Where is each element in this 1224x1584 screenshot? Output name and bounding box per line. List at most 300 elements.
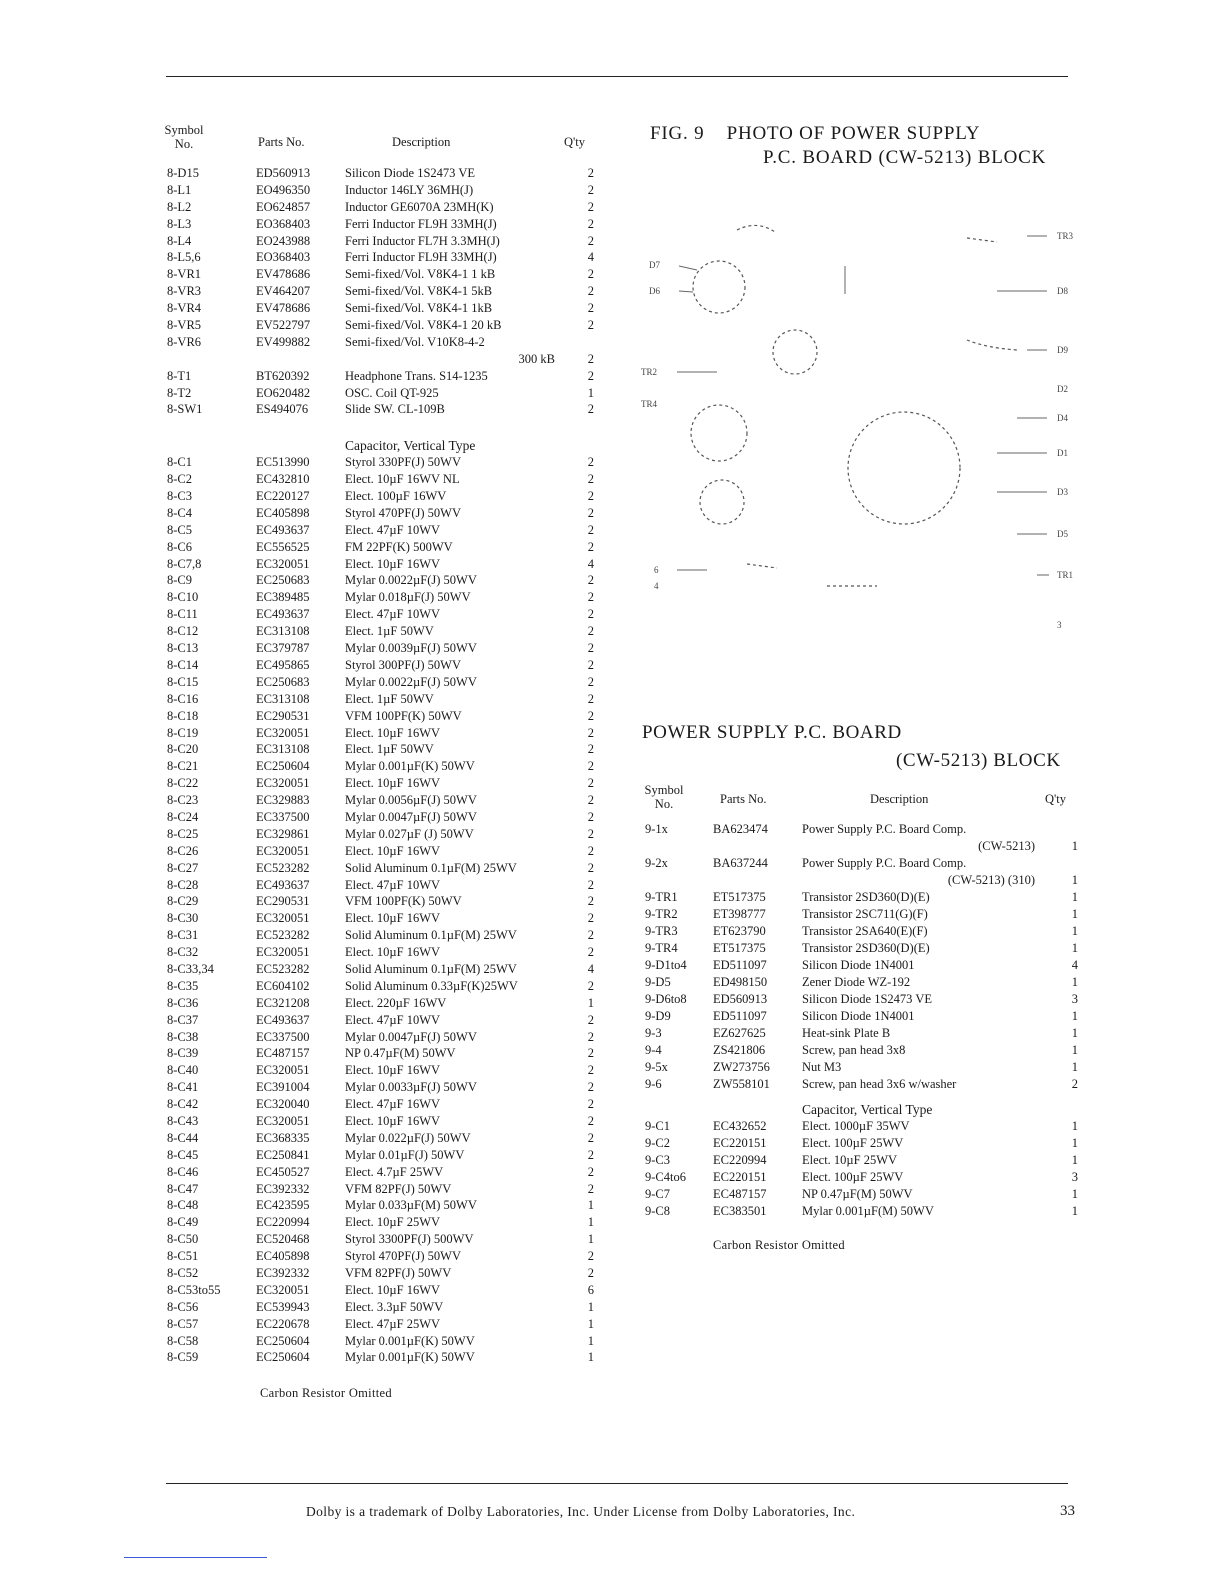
cell-symbol: 8-C19	[167, 725, 199, 740]
cell-description: Elect. 10µF 16WV	[345, 843, 441, 858]
cell-qty: 2	[587, 860, 594, 875]
cell-description: Elect. 10µF 16WV	[345, 1113, 441, 1128]
cell-parts-no: EO243988	[256, 233, 311, 248]
cell-parts-no: EC523282	[256, 928, 310, 943]
cell-qty: 2	[587, 1113, 594, 1128]
cell-qty: 1	[1071, 1204, 1078, 1218]
table-header	[640, 783, 1080, 821]
cell-qty: 2	[587, 166, 594, 180]
cell-description: Silicon Diode 1S2473 VE	[802, 992, 932, 1006]
cell-symbol: 9-TR1	[645, 890, 678, 904]
cell-symbol: 8-C30	[167, 911, 199, 926]
cell-parts-no: EC290531	[256, 894, 310, 909]
cell-qty: 1	[1071, 924, 1078, 938]
cell-description: Silicon Diode 1N4001	[802, 958, 915, 972]
cell-symbol: 8-C47	[167, 1181, 199, 1196]
cell-qty: 2	[587, 725, 594, 740]
table-row	[160, 1029, 605, 1046]
figure-title	[650, 122, 1046, 170]
label-tr2: TR2	[641, 367, 658, 377]
cell-symbol: 9-C4to6	[645, 1170, 686, 1184]
cell-description: Nut M3	[802, 1060, 842, 1074]
power-supply-title: POWER SUPPLY P.C. BOARD	[642, 722, 902, 743]
cell-description: Transistor 2SD360(D)(E)	[802, 941, 930, 955]
cell-description: Ferri Inductor FL9H 33MH(J)	[345, 216, 497, 231]
cell-qty: 2	[587, 674, 594, 689]
cell-qty: 2	[587, 301, 594, 316]
cell-symbol: 8-C43	[167, 1113, 199, 1128]
cell-symbol: 8-C53to55	[167, 1282, 221, 1297]
cell-qty: 2	[587, 1181, 594, 1196]
cell-parts-no: EC523282	[256, 860, 310, 875]
cell-description: VFM 100PF(K) 50WV	[345, 708, 462, 723]
cell-parts-no: EV522797	[256, 318, 311, 333]
cell-description: Styrol 3300PF(J) 500WV	[345, 1232, 474, 1247]
table-row	[160, 1299, 605, 1316]
cell-symbol: 8-C12	[167, 624, 199, 639]
cell-description: Mylar 0.0039µF(J) 50WV	[345, 641, 477, 656]
table-row	[160, 1096, 605, 1113]
cell-parts-no: EC313108	[256, 742, 310, 757]
table-row	[160, 165, 605, 182]
table-row	[640, 957, 1080, 974]
cell-parts-no: EC379787	[256, 641, 310, 656]
cell-symbol: 8-C26	[167, 843, 199, 858]
table-row	[640, 1118, 1080, 1135]
cell-description: Silicon Diode 1S2473 VE	[345, 166, 475, 180]
cell-symbol: 9-C8	[645, 1204, 670, 1218]
cell-symbol: 8-C27	[167, 860, 199, 875]
cell-parts-no: EC423595	[256, 1198, 310, 1213]
cell-description: Elect. 10µF 25WV	[345, 1215, 441, 1230]
cell-parts-no: EC493637	[256, 522, 310, 537]
cell-parts-no: EO496350	[256, 182, 311, 197]
cell-parts-no: EC320051	[256, 556, 310, 571]
cell-description: Heat-sink Plate B	[802, 1026, 891, 1040]
cell-symbol: 9-2x	[645, 856, 668, 870]
cell-symbol: 8-C35	[167, 978, 199, 993]
cell-symbol: 8-VR3	[167, 284, 202, 299]
cell-parts-no: EC487157	[256, 1046, 310, 1061]
cell-qty: 2	[587, 233, 594, 248]
capacitor-circle-small	[700, 480, 744, 524]
cell-qty: 2	[587, 505, 594, 520]
cell-qty: 2	[587, 911, 594, 926]
table-row	[640, 1042, 1080, 1059]
section-title: Capacitor, Vertical Type	[345, 438, 476, 454]
cell-description: Transistor 2SD360(D)(E)	[802, 890, 930, 904]
cell-qty: 2	[587, 199, 594, 214]
cell-parts-no: EC250604	[256, 1333, 310, 1348]
cell-symbol: 9-1x	[645, 822, 668, 836]
cell-parts-no: EC250683	[256, 573, 310, 588]
label-tr4: TR4	[641, 399, 658, 409]
label-d3: D3	[1057, 487, 1068, 497]
cell-symbol: 8-C38	[167, 1029, 199, 1044]
header-symbol: Symbol No.	[644, 783, 684, 811]
cell-symbol: 8-C22	[167, 776, 199, 791]
cell-description: Transistor 2SA640(E)(F)	[802, 924, 928, 938]
cell-symbol: 8-C28	[167, 877, 199, 892]
cell-qty: 2	[587, 928, 594, 943]
cell-parts-no: EC487157	[713, 1187, 767, 1201]
cell-qty: 2	[587, 1046, 594, 1061]
cell-description: Semi-fixed/Vol. V8K4-1 20 kB	[345, 318, 502, 333]
cell-description: Mylar 0.0022µF(J) 50WV	[345, 674, 477, 689]
cell-symbol: 8-C50	[167, 1232, 199, 1247]
cell-description: Elect. 4.7µF 25WV	[345, 1164, 444, 1179]
cell-qty: 1	[1071, 873, 1078, 887]
table-row	[640, 974, 1080, 991]
cell-qty: 1	[1071, 1026, 1078, 1040]
cell-symbol: 9-C1	[645, 1119, 670, 1133]
cell-symbol: 9-4	[645, 1043, 662, 1057]
cell-symbol: 8-L3	[167, 216, 192, 231]
table-row	[160, 300, 605, 317]
table-row	[160, 606, 605, 623]
cell-qty: 2	[587, 1097, 594, 1112]
table-row	[160, 317, 605, 334]
label-tr1: TR1	[1057, 570, 1074, 580]
cell-description: Power Supply P.C. Board Comp.	[802, 822, 967, 836]
cell-description: Elect. 10µF 16WV	[345, 911, 441, 926]
cell-parts-no: ED498150	[713, 975, 768, 989]
cell-parts-no: EC493637	[256, 1012, 310, 1027]
cell-symbol: 8-C3	[167, 489, 192, 504]
cell-symbol: 9-5x	[645, 1060, 668, 1074]
cell-symbol: 8-C7,8	[167, 556, 202, 571]
cell-parts-no: ED560913	[713, 992, 768, 1006]
table-row	[160, 1282, 605, 1299]
cell-qty: 2	[587, 1147, 594, 1162]
table-row	[160, 283, 605, 300]
cell-symbol: 9-C7	[645, 1187, 670, 1201]
table-row	[160, 249, 605, 266]
table-row	[160, 1231, 605, 1248]
cell-description: Styrol 300PF(J) 50WV	[345, 657, 461, 672]
cell-symbol: 8-D15	[167, 166, 199, 180]
cell-symbol: 9-TR2	[645, 907, 678, 921]
cell-description: Elect. 10µF 25WV	[802, 1153, 898, 1167]
cell-symbol: 8-C48	[167, 1198, 199, 1213]
cell-qty: 1	[1071, 839, 1078, 853]
cell-parts-no: EO368403	[256, 216, 311, 231]
table-row	[160, 1265, 605, 1282]
cell-symbol: 8-C36	[167, 995, 199, 1010]
label-d5: D5	[1057, 529, 1068, 539]
cell-description: Elect. 10µF 16WV	[345, 1282, 441, 1297]
cell-symbol: 8-C32	[167, 945, 199, 960]
cell-description: Elect. 100µF 16WV	[345, 489, 447, 504]
cell-parts-no: EV478686	[256, 301, 311, 316]
table-row	[160, 1248, 605, 1265]
table-row	[160, 691, 605, 708]
cell-qty: 2	[587, 1029, 594, 1044]
table-row	[640, 1076, 1080, 1093]
table-row	[160, 385, 605, 402]
header-parts-no: Parts No.	[720, 792, 767, 806]
cell-description: Screw, pan head 3x6 w/washer	[802, 1077, 957, 1091]
board-photo	[637, 190, 1087, 640]
cell-symbol: 8-L2	[167, 199, 192, 214]
cell-symbol: 9-TR3	[645, 924, 678, 938]
cell-parts-no: EC320051	[256, 911, 310, 926]
bottom-link-underline	[124, 1557, 267, 1558]
cell-qty: 4	[587, 250, 594, 265]
cell-symbol: 8-T2	[167, 385, 192, 400]
cell-parts-no: EC432652	[713, 1119, 767, 1133]
cell-qty: 2	[587, 402, 594, 417]
footnote: Carbon Resistor Omitted	[260, 1386, 392, 1401]
cell-parts-no: ZS421806	[713, 1043, 766, 1057]
cell-qty: 2	[587, 809, 594, 824]
cell-symbol: 8-C15	[167, 674, 199, 689]
table-row	[160, 589, 605, 606]
table-row	[160, 961, 605, 978]
cell-qty: 2	[587, 1012, 594, 1027]
cell-qty: 2	[587, 216, 594, 231]
cell-description: Mylar 0.001µF(K) 50WV	[345, 1350, 475, 1365]
cell-qty: 1	[587, 1333, 594, 1348]
cell-symbol: 8-VR6	[167, 334, 202, 349]
cell-symbol: 9-D5	[645, 975, 671, 989]
cell-parts-no: EC495865	[256, 657, 310, 672]
table-row	[640, 1186, 1080, 1203]
cell-parts-no: EC392332	[256, 1266, 310, 1280]
cell-description: Elect. 10µF 16WV	[345, 945, 441, 960]
cell-symbol: 8-C20	[167, 742, 199, 757]
cell-parts-no: EC392332	[256, 1181, 310, 1196]
cell-parts-no: EC220678	[256, 1316, 310, 1331]
cell-description: Elect. 3.3µF 50WV	[345, 1299, 444, 1314]
cell-parts-no: EC405898	[256, 1249, 310, 1264]
cell-symbol: 8-C18	[167, 708, 199, 723]
table-row	[640, 1152, 1080, 1169]
cell-description: Solid Aluminum 0.1µF(M) 25WV	[345, 928, 517, 943]
cell-parts-no: EC432810	[256, 472, 310, 487]
cell-parts-no: ET398777	[713, 907, 766, 921]
cell-parts-no: EC313108	[256, 691, 310, 706]
cell-qty: 2	[587, 945, 594, 960]
cell-parts-no: EC320051	[256, 1063, 310, 1078]
trace-a	[737, 225, 775, 232]
cell-symbol: 8-C21	[167, 759, 199, 774]
cell-symbol: 8-C14	[167, 657, 199, 672]
cell-description: (CW-5213) (310)	[947, 873, 1035, 887]
cell-symbol: 9-D1to4	[645, 958, 687, 972]
cell-parts-no: ZW273756	[713, 1060, 770, 1074]
cell-symbol: 9-TR4	[645, 941, 678, 955]
cell-description: Elect. 1µF 50WV	[345, 691, 434, 706]
cell-symbol: 8-C33,34	[167, 961, 214, 976]
cell-description: Elect. 47µF 10WV	[345, 522, 441, 537]
cell-symbol: 8-C25	[167, 826, 199, 841]
cell-description: Solid Aluminum 0.1µF(M) 25WV	[345, 860, 517, 875]
cell-symbol: 8-C10	[167, 590, 199, 605]
cell-parts-no: BA623474	[713, 822, 768, 836]
cell-qty: 1	[587, 1215, 594, 1230]
cell-description: 300 kB	[518, 351, 555, 366]
cell-description: Mylar 0.027µF (J) 50WV	[345, 826, 474, 841]
cell-qty: 2	[587, 1266, 594, 1280]
cell-description: FM 22PF(K) 500WV	[345, 539, 453, 554]
cell-description: Elect. 10µF 16WV NL	[345, 472, 460, 487]
cell-description: Styrol 330PF(J) 50WV	[345, 455, 461, 470]
table-row	[640, 855, 1080, 872]
table-row	[160, 1181, 605, 1198]
cell-parts-no: ED511097	[713, 1009, 767, 1023]
cell-qty: 2	[587, 641, 594, 656]
cell-description: Mylar 0.001µF(K) 50WV	[345, 1333, 475, 1348]
cell-description: Screw, pan head 3x8	[802, 1043, 906, 1057]
cell-symbol: 8-C11	[167, 607, 198, 622]
cell-description: Elect. 10µF 16WV	[345, 725, 441, 740]
table-row	[160, 1147, 605, 1164]
table-row	[160, 978, 605, 995]
table-row	[160, 334, 605, 351]
leader-d7	[679, 266, 697, 270]
cell-parts-no: ET517375	[713, 941, 766, 955]
transformer-circle-top	[773, 330, 817, 374]
cell-parts-no: ET623790	[713, 924, 766, 938]
cell-parts-no: EO624857	[256, 199, 311, 214]
table-row	[160, 1062, 605, 1079]
cell-qty: 1	[587, 995, 594, 1010]
cell-symbol: 9-C3	[645, 1153, 670, 1167]
cell-description: Mylar 0.033µF(M) 50WV	[345, 1198, 477, 1213]
cell-symbol: 8-C9	[167, 573, 192, 588]
cell-qty: 2	[587, 826, 594, 841]
cell-qty: 1	[1071, 1119, 1078, 1133]
table-row	[160, 877, 605, 894]
cell-symbol: 8-C41	[167, 1080, 199, 1095]
cell-parts-no: EO368403	[256, 250, 311, 265]
table-row	[160, 454, 605, 471]
bottom-rule	[166, 1483, 1068, 1484]
cell-qty: 1	[587, 1198, 594, 1213]
cell-parts-no: ET517375	[713, 890, 766, 904]
footer-trademark: Dolby is a trademark of Dolby Laboratories, Inc. Under License from Dolby Laboratories, Inc.	[306, 1504, 856, 1519]
table-row	[160, 505, 605, 522]
cell-symbol: 8-C4	[167, 505, 192, 520]
cell-qty: 1	[1071, 1153, 1078, 1167]
cell-description: NP 0.47µF(M) 50WV	[802, 1187, 913, 1201]
cell-parts-no: EC321208	[256, 995, 310, 1010]
cell-parts-no: EC493637	[256, 607, 310, 622]
table-row	[640, 991, 1080, 1008]
table-row	[160, 1316, 605, 1333]
cell-qty: 2	[587, 351, 594, 366]
cell-qty: 3	[1071, 1170, 1078, 1184]
table-row	[160, 1012, 605, 1029]
transformer-circle-left	[693, 261, 745, 313]
table-row	[640, 821, 1080, 838]
cell-qty: 2	[587, 590, 594, 605]
cell-qty: 2	[587, 1164, 594, 1179]
table-row	[640, 1169, 1080, 1186]
cell-qty: 2	[1071, 1077, 1078, 1091]
cell-parts-no: EC493637	[256, 877, 310, 892]
table-row	[160, 995, 605, 1012]
label-d4: D4	[1057, 413, 1068, 423]
label-four: 4	[654, 581, 659, 591]
cell-qty: 2	[587, 472, 594, 487]
cell-symbol: 8-C13	[167, 641, 199, 656]
cell-qty: 2	[587, 368, 594, 383]
cell-symbol: 8-L5,6	[167, 250, 201, 265]
cell-qty: 2	[587, 843, 594, 858]
table-row	[160, 741, 605, 758]
cell-qty: 1	[587, 1232, 594, 1247]
cell-description: Elect. 1µF 50WV	[345, 742, 434, 757]
cell-parts-no: EC337500	[256, 809, 310, 824]
cell-symbol: 8-C56	[167, 1299, 199, 1314]
header-parts-no: Parts No.	[258, 135, 305, 149]
cell-symbol: 8-C40	[167, 1063, 199, 1078]
cell-description: Inductor 146LY 36MH(J)	[345, 182, 474, 197]
table-header	[160, 123, 605, 165]
table-row	[160, 401, 605, 418]
cell-symbol: 9-D6to8	[645, 992, 687, 1006]
cell-parts-no: EC320051	[256, 725, 310, 740]
cell-symbol: 9-C2	[645, 1136, 670, 1150]
cell-description: Mylar 0.0022µF(J) 50WV	[345, 573, 477, 588]
cell-description: Styrol 470PF(J) 50WV	[345, 505, 461, 520]
leader-d6	[679, 291, 693, 292]
table-row-continuation	[160, 351, 605, 368]
table-row	[160, 368, 605, 385]
cell-qty: 1	[1071, 1060, 1078, 1074]
cell-symbol: 8-C58	[167, 1333, 199, 1348]
cell-description: OSC. Coil QT-925	[345, 385, 439, 400]
cell-parts-no: EC405898	[256, 505, 310, 520]
table-row	[160, 1197, 605, 1214]
cell-qty: 1	[587, 1299, 594, 1314]
cell-symbol: 8-VR5	[167, 318, 202, 333]
table-row	[160, 893, 605, 910]
label-d9: D9	[1057, 345, 1068, 355]
trace-b	[967, 238, 997, 242]
table-row	[160, 233, 605, 250]
cell-qty: 2	[587, 1080, 594, 1095]
cell-parts-no: EC320051	[256, 1113, 310, 1128]
cell-parts-no: EC320051	[256, 1282, 310, 1297]
cell-description: Mylar 0.0056µF(J) 50WV	[345, 793, 477, 808]
cell-qty: 2	[587, 607, 594, 622]
cell-symbol: 8-C49	[167, 1215, 199, 1230]
table-row	[640, 1059, 1080, 1076]
cell-qty: 2	[587, 624, 594, 639]
cell-description: Silicon Diode 1N4001	[802, 1009, 915, 1023]
cell-description: Elect. 47µF 10WV	[345, 1012, 441, 1027]
cell-qty: 1	[1071, 1136, 1078, 1150]
cell-description: Styrol 470PF(J) 50WV	[345, 1249, 461, 1264]
cell-description: Elect. 47µF 10WV	[345, 607, 441, 622]
cell-description: Mylar 0.0033µF(J) 50WV	[345, 1080, 477, 1095]
cell-parts-no: EC313108	[256, 624, 310, 639]
cell-symbol: 8-C2	[167, 472, 192, 487]
cell-qty: 1	[587, 385, 594, 400]
cell-qty: 2	[587, 522, 594, 537]
cell-description: Semi-fixed/Vol. V8K4-1 1kB	[345, 301, 493, 316]
header-symbol: Symbol No.	[164, 123, 204, 151]
cell-symbol: 8-C44	[167, 1130, 199, 1145]
table-row	[160, 539, 605, 556]
cell-parts-no: EC556525	[256, 539, 310, 554]
table-row-continuation	[640, 838, 1080, 855]
cell-qty: 6	[587, 1282, 594, 1297]
cell-parts-no: EO620482	[256, 385, 311, 400]
